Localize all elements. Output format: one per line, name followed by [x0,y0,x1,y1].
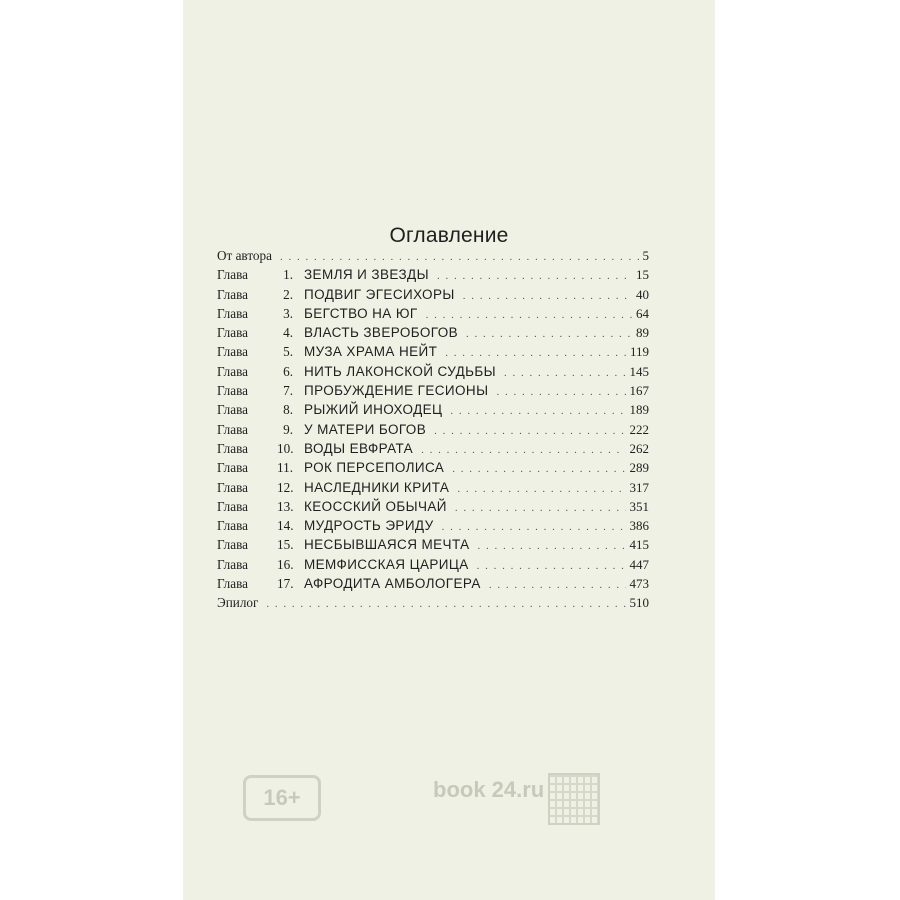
toc-entry [217,362,649,381]
toc-entry [217,285,649,304]
chapter-number: 15. [277,537,294,553]
chapter-label: Глава [217,498,248,514]
leader-dots [452,460,625,479]
publisher-site-mark: book 24.ru [433,777,545,802]
toc-entry [217,535,649,554]
toc-entry [217,478,649,497]
toc-entry-title: МЕМФИССКАЯ ЦАРИЦА [304,556,469,572]
toc-entry [217,381,649,400]
chapter-number: 13. [277,498,294,514]
toc-entry-title: У МАТЕРИ БОГОВ [304,421,427,437]
chapter-label: Глава [217,402,248,418]
bleed-through-imprint [223,755,683,855]
toc-entry-title: ПОДВИГ ЭГЕСИХОРЫ [304,286,455,302]
leader-dots [496,383,625,402]
toc-page-number: 189 [629,402,649,418]
chapter-label: Глава [217,363,248,379]
toc-entry [217,342,649,361]
leader-dots [266,595,625,614]
toc-page-number: 222 [629,421,649,437]
leader-dots [463,287,632,306]
toc-entry-title: Эпилог [217,595,259,611]
toc-entry [217,516,649,535]
leader-dots [437,267,632,286]
toc-page-number: 64 [636,305,649,321]
chapter-label: Глава [217,286,248,302]
toc-page-number: 5 [642,248,649,263]
toc-entry [217,323,649,342]
chapter-number: 14. [277,518,294,534]
chapter-label: Глава [217,325,248,341]
toc-entry-title: МУДРОСТЬ ЭРИДУ [304,518,434,534]
chapter-label: Глава [217,344,248,360]
toc-page-number: 351 [629,498,649,514]
toc-page-number: 40 [636,286,649,302]
toc-entry [217,574,649,593]
chapter-number: 3. [283,305,293,321]
chapter-number: 12. [277,479,294,495]
chapter-number: 5. [283,344,293,360]
chapter-number: 8. [283,402,293,418]
toc-entry [217,439,649,458]
leader-dots [457,480,625,499]
chapter-label: Глава [217,421,248,437]
chapter-number: 16. [277,556,294,572]
chapter-label: Глава [217,460,248,476]
toc-page-number: 415 [629,537,649,553]
toc-entry-title: ВЛАСТЬ ЗВЕРОБОГОВ [304,325,459,341]
toc-entry [217,400,649,419]
toc-entry-title: РОК ПЕРСЕПОЛИСА [304,460,445,476]
toc-page-number: 167 [629,383,649,399]
toc-page-number: 15 [636,267,649,283]
toc-entry [217,420,649,439]
toc-page-number: 386 [629,518,649,534]
toc-entry-title: МУЗА ХРАМА НЕЙТ [304,344,438,360]
toc-entry-title: АФРОДИТА АМБОЛОГЕРА [304,576,481,592]
toc-entry [217,555,649,574]
chapter-label: Глава [217,440,248,456]
toc-entry-title: НАСЛЕДНИКИ КРИТА [304,479,450,495]
leader-dots [478,537,626,556]
toc-entry [217,304,649,323]
chapter-number: 6. [283,363,293,379]
chapter-label: Глава [217,267,248,283]
toc-page-number: 145 [629,363,649,379]
toc-entry-title: БЕГСТВО НА ЮГ [304,305,418,321]
toc-page-number: 262 [629,440,649,456]
leader-dots [434,422,625,441]
leader-dots [504,364,625,383]
chapter-number: 17. [277,576,294,592]
leader-dots [466,325,632,344]
toc-entry-title: КЕОССКИЙ ОБЫЧАЙ [304,498,447,514]
toc-entry [217,458,649,477]
toc-page-number: 447 [629,556,649,572]
chapter-number: 10. [277,440,294,456]
toc-page-number: 317 [629,479,649,495]
leader-dots [477,557,626,576]
leader-dots [489,576,626,595]
toc-entry-title: НЕСБЫВШАЯСЯ МЕЧТА [304,537,470,553]
chapter-label: Глава [217,518,248,534]
chapter-label: Глава [217,556,248,572]
chapter-label: Глава [217,576,248,592]
toc-entry [217,265,649,284]
toc-entry-title: НИТЬ ЛАКОНСКОЙ СУДЬБЫ [304,363,497,379]
chapter-number: 9. [283,421,293,437]
chapter-label: Глава [217,537,248,553]
toc-page-number: 473 [629,576,649,592]
chapter-number: 4. [283,325,293,341]
toc-entry-title: РЫЖИЙ ИНОХОДЕЦ [304,402,443,418]
qr-code-icon [548,773,600,825]
age-rating-mark: 16+ [243,775,321,821]
book-page [183,0,715,900]
toc-entry-title: От автора [217,248,272,263]
chapter-label: Глава [217,383,248,399]
chapter-label: Глава [217,479,248,495]
leader-dots [421,441,625,460]
toc-page-number: 289 [629,460,649,476]
toc-page-number: 119 [629,344,649,360]
toc-entry-title: ПРОБУЖДЕНИЕ ГЕСИОНЫ [304,383,489,399]
toc-entry [217,246,649,265]
toc-page-number: 89 [636,325,649,341]
chapter-label: Глава [217,305,248,321]
toc-entry [217,497,649,516]
toc-entry [217,593,649,612]
chapter-number: 1. [283,267,293,283]
leader-dots [455,499,626,518]
chapter-number: 11. [277,460,293,476]
chapter-number: 7. [283,383,293,399]
toc-entry-title: ЗЕМЛЯ И ЗВЕЗДЫ [304,267,429,283]
table-of-contents [217,246,649,613]
toc-title: Оглавление [389,224,509,247]
chapter-number: 2. [283,286,293,302]
leader-dots [450,402,625,421]
toc-entry-title: ВОДЫ ЕВФРАТА [304,440,414,456]
toc-page-number: 510 [629,595,649,611]
